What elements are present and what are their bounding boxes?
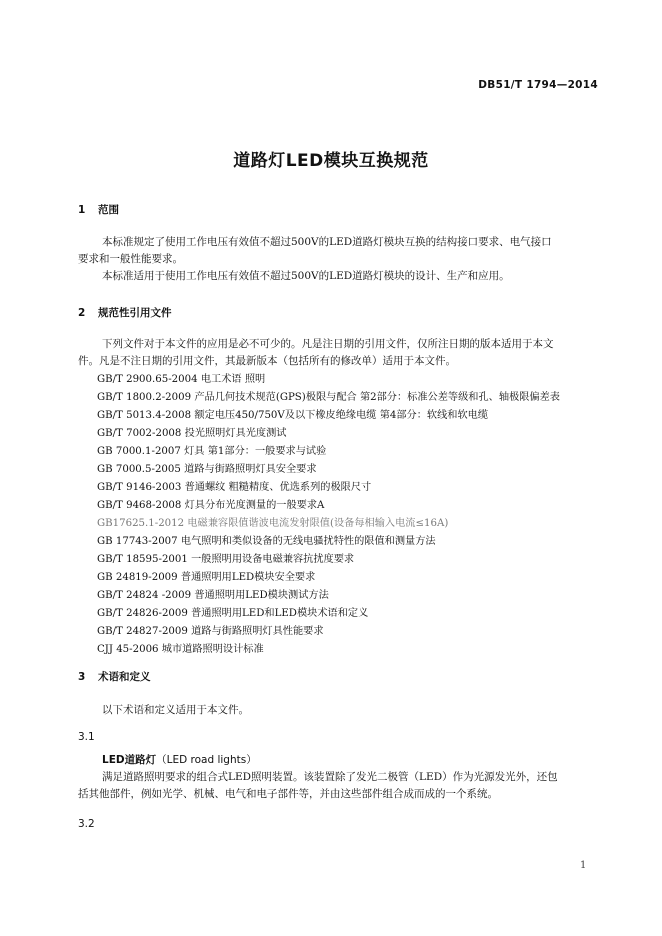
paragraph-line: 件。凡是不注日期的引用文件，其最新版本（包括所有的修改单）适用于本文件。 (78, 355, 456, 367)
section-title: 规范性引用文件 (98, 307, 172, 319)
reference-item: GB/T 9468-2008 灯具分布光度测量的一般要求A (97, 500, 325, 511)
term-english: （LED road lights） (156, 754, 257, 766)
section-title: 范围 (98, 204, 119, 216)
reference-item: GB 7000.1-2007 灯具 第1部分：一般要求与试验 (97, 446, 327, 457)
reference-item: GB17625.1-2012 电磁兼容限值谐波电流发射限值(设备每相输入电流≤16A) (97, 518, 449, 529)
section-number: 2 (78, 307, 86, 319)
paragraph-line: 满足道路照明要求的组合式LED照明装置。该装置除了发光二极管（LED）作为光源发光外，还包 (102, 771, 558, 783)
term-entry (102, 752, 257, 767)
term-name: LED道路灯 (102, 754, 157, 766)
reference-item: GB 17743-2007 电气照明和类似设备的无线电骚扰特性的限值和测量方法 (97, 536, 436, 547)
paragraph-line: 以下术语和定义适用于本文件。 (102, 704, 249, 716)
section-2-body (78, 336, 600, 370)
term-definition (78, 769, 600, 803)
paragraph-line: 本标准规定了使用工作电压有效值不超过500V的LED道路灯模块互换的结构接口要求、电气接口 (102, 236, 552, 248)
reference-item: GB/T 24827-2009 道路与街路照明灯具性能要求 (97, 626, 324, 637)
reference-item: CJJ 45-2006 城市道路照明设计标准 (97, 644, 264, 655)
standard-number: DB51/T 1794—2014 (478, 79, 598, 91)
document-title: 道路灯LED模块互换规范 (233, 151, 429, 171)
section-3-intro (78, 702, 600, 719)
section-1-heading (78, 202, 119, 217)
section-title: 术语和定义 (98, 671, 151, 683)
subsection-3-1-number: 3.1 (78, 731, 95, 743)
paragraph-line: 本标准适用于使用工作电压有效值不超过500V的LED道路灯模块的设计、生产和应用。 (102, 270, 510, 282)
paragraph-line: 要求和一般性能要求。 (78, 253, 183, 265)
reference-item: GB 7000.5-2005 道路与街路照明灯具安全要求 (97, 464, 317, 475)
reference-item: GB/T 1800.2-2009 产品几何技术规范(GPS)极限与配合 第2部分：标准公差等级和孔、轴极限偏差表 (97, 392, 560, 403)
reference-item: GB/T 24824 -2009 普通照明用LED模块测试方法 (97, 590, 329, 601)
section-number: 3 (78, 671, 86, 683)
reference-item: GB 24819-2009 普通照明用LED模块安全要求 (97, 572, 316, 583)
section-3-heading (78, 669, 151, 684)
reference-item: GB/T 18595-2001 一般照明用设备电磁兼容抗扰度要求 (97, 554, 355, 565)
section-1-body (78, 234, 600, 285)
paragraph-line: 括其他部件，例如光学、机械、电气和电子部件等，并由这些部件组合成而成的一个系统。 (78, 788, 498, 800)
reference-item: GB/T 5013.4-2008 额定电压450/750V及以下橡皮绝缘电缆 第4部分：软线和软电缆 (97, 410, 489, 421)
subsection-3-2-number: 3.2 (78, 818, 95, 830)
paragraph-line: 下列文件对于本文件的应用是必不可少的。凡是注日期的引用文件，仅所注日期的版本适用于本文 (102, 338, 554, 350)
reference-item: GB/T 9146-2003 普通螺纹 粗糙精度、优选系列的极限尺寸 (97, 482, 372, 493)
reference-item: GB/T 7002-2008 投光照明灯具光度测试 (97, 428, 287, 439)
reference-list (97, 371, 560, 659)
page-number: 1 (580, 860, 587, 871)
reference-item: GB/T 24826-2009 普通照明用LED和LED模块术语和定义 (97, 608, 369, 619)
section-2-heading (78, 305, 172, 320)
reference-item: GB/T 2900.65-2004 电工术语 照明 (97, 374, 266, 385)
section-number: 1 (78, 204, 86, 216)
